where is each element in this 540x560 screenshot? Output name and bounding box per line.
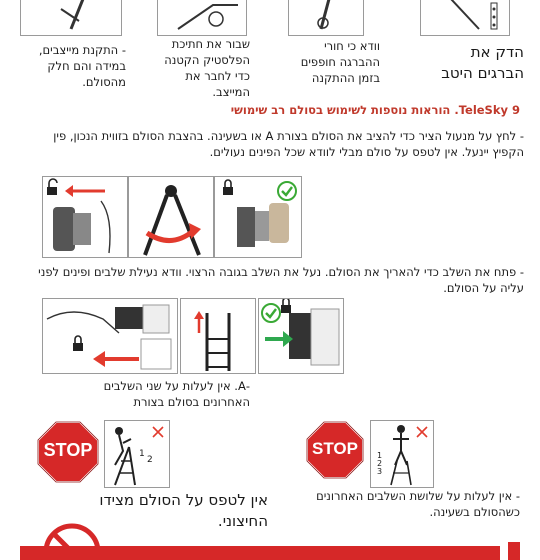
stop-sign-right xyxy=(305,420,365,480)
caption-align-holes: וודא כי חורי ההברגה חופפים בזמן ההתקנה xyxy=(300,39,380,85)
caption-no-outer-climb: אין לטפס על הסולם מצידו החיצוני. xyxy=(99,491,268,530)
arrow-left-icon xyxy=(65,185,105,197)
caption-install-stabilizers: - התקנת מייצבים, במידה והם חלק מהסולם. xyxy=(38,43,126,89)
caption-a-frame-top-steps: -A. אין לעלות על שני השלבים האחרונים בסולם בצורת xyxy=(103,379,250,409)
check-circle-icon xyxy=(262,304,280,322)
lock-icon xyxy=(73,336,83,351)
arrow-left-icon xyxy=(93,351,139,367)
leaning-ladder-climb-illustration xyxy=(370,420,434,488)
top-illustration-2 xyxy=(157,0,247,36)
plastic-break-illustration xyxy=(158,0,246,35)
step-number-1: 1 xyxy=(377,451,383,460)
caption-break-plastic: שבור את חתיכת הפלסטיק הקטנה כדי לחבר את המייצב. xyxy=(164,37,250,99)
top-illustration-3 xyxy=(288,0,364,36)
step-number-2: 2 xyxy=(147,455,153,465)
stop-sign-left xyxy=(36,420,100,484)
paragraph-hinge-lock: - לחץ על מנעול הציר כדי להציב את הסולם בצורת A או בשעינה. בהצבת הסולם בזווית הנכון, פין הקפיץ יינעל. אין לטפס על סולם מבלי לוודא שכל הפינים נעולים. xyxy=(53,129,524,159)
step-locked-illustration xyxy=(258,298,344,374)
bottom-red-bar xyxy=(508,542,520,560)
check-circle-icon xyxy=(278,182,296,200)
paragraph-extend-ladder: - פתח את השלב כדי להאריך את הסולם. נעל את השלב בגובה הרצוי. וודא נעילת שלבים ופינים לפני עליה על הסולם. xyxy=(38,265,524,295)
step-number-2: 2 xyxy=(377,459,383,468)
screw-holes-illustration xyxy=(289,0,363,35)
step-number-3: 3 xyxy=(377,467,383,476)
lock-icon xyxy=(223,180,233,195)
arrow-right-icon xyxy=(265,331,293,347)
top-illustration-1 xyxy=(20,0,122,36)
lock-icon xyxy=(281,299,291,313)
tighten-screw-illustration xyxy=(421,0,509,35)
arrow-up-icon xyxy=(194,311,204,333)
hinge-unlock-illustration xyxy=(42,176,128,258)
stop-text: STOP xyxy=(312,439,358,458)
close-icon xyxy=(153,427,163,437)
a-frame-rotation-illustration xyxy=(128,176,214,258)
caption-leaning-top-steps: - אין לעלות על שלושת השלבים האחרונים כשהסולם בשעינה. xyxy=(316,489,520,519)
stabilizer-illustration xyxy=(21,0,121,35)
step-number-1: 1 xyxy=(139,449,145,459)
bottom-red-banner xyxy=(20,546,500,560)
stop-text: STOP xyxy=(43,440,93,460)
close-icon xyxy=(417,427,427,437)
top-illustration-4 xyxy=(420,0,510,36)
ladder-extend-illustration xyxy=(180,298,256,374)
step-unlock-illustration xyxy=(42,298,178,374)
caption-tighten-screws: הדק את הברגים היטב xyxy=(441,43,524,82)
step-ladder-climb-illustration xyxy=(104,420,170,488)
unlock-icon xyxy=(47,179,57,195)
hinge-locked-illustration xyxy=(214,176,302,258)
section-title: TeleSky 9. הוראות נוספות לשימוש בסולם רב שימושי xyxy=(230,103,520,117)
